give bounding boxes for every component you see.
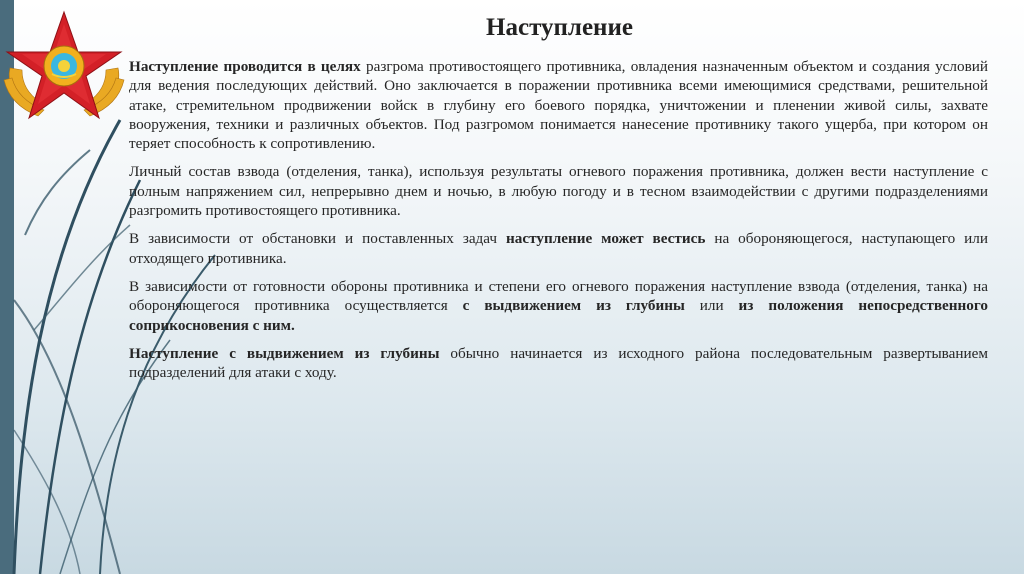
paragraph-1 [129,57,988,153]
page-title: Наступление [486,14,633,41]
paragraph-3 [129,229,988,268]
paragraph-1-text: разгрома противостоящего противника, овладения назначенным объектом и создания условий для ведения последующих действий. Оно заключается в поражении противника всеми имеющимися средствами, решительной атаке, стремительном продвижении войск в глубину его боевого порядка, уничтожении и пленении живой силы, захвате вооружения, техники и различных объектов. Под разгромом понимается нанесение противнику такого ущерба, при котором он теряет способность к сопротивлению. [129,58,988,153]
paragraph-4-bold-a: с выдвижением из глубины [462,297,685,315]
paragraph-4-bold-b: из положения непосредственного соприкосновения с ним. [129,297,988,334]
paragraph-1-bold: Наступление проводится в целях [129,58,361,75]
paragraph-2 [129,162,988,220]
paragraph-4-text-a: В зависимости от готовности обороны противника и степени его огневого поражения наступление взвода (отделения, танка) на обороняющегося противника осуществляется [129,277,988,315]
paragraph-3-text-a: В зависимости от обстановки и поставленных задач [129,230,507,248]
paragraph-2-text: Личный состав взвода (отделения, танка), используя результаты огневого поражения противника, должен вести наступление с полным напряжением сил, непрерывно днем и ночью, в любую погоду и в тесном взаимодействии с другими подразделениями разгромить противостоящего противника. [129,163,988,220]
paragraph-5-text: обычно начинается из исходного района последовательным развертыванием подразделений для атаки с ходу. [129,344,988,382]
paragraph-5-bold: Наступление с выдвижением из глубины [129,344,440,362]
paragraph-4 [129,277,988,335]
paragraph-4-text-b: или [684,297,739,315]
paragraph-5 [129,344,988,383]
paragraph-3-bold: наступление может вестись [506,230,706,248]
body-text [129,57,988,391]
paragraph-3-text-b: на обороняющегося, наступающего или отходящего противника. [129,230,988,267]
